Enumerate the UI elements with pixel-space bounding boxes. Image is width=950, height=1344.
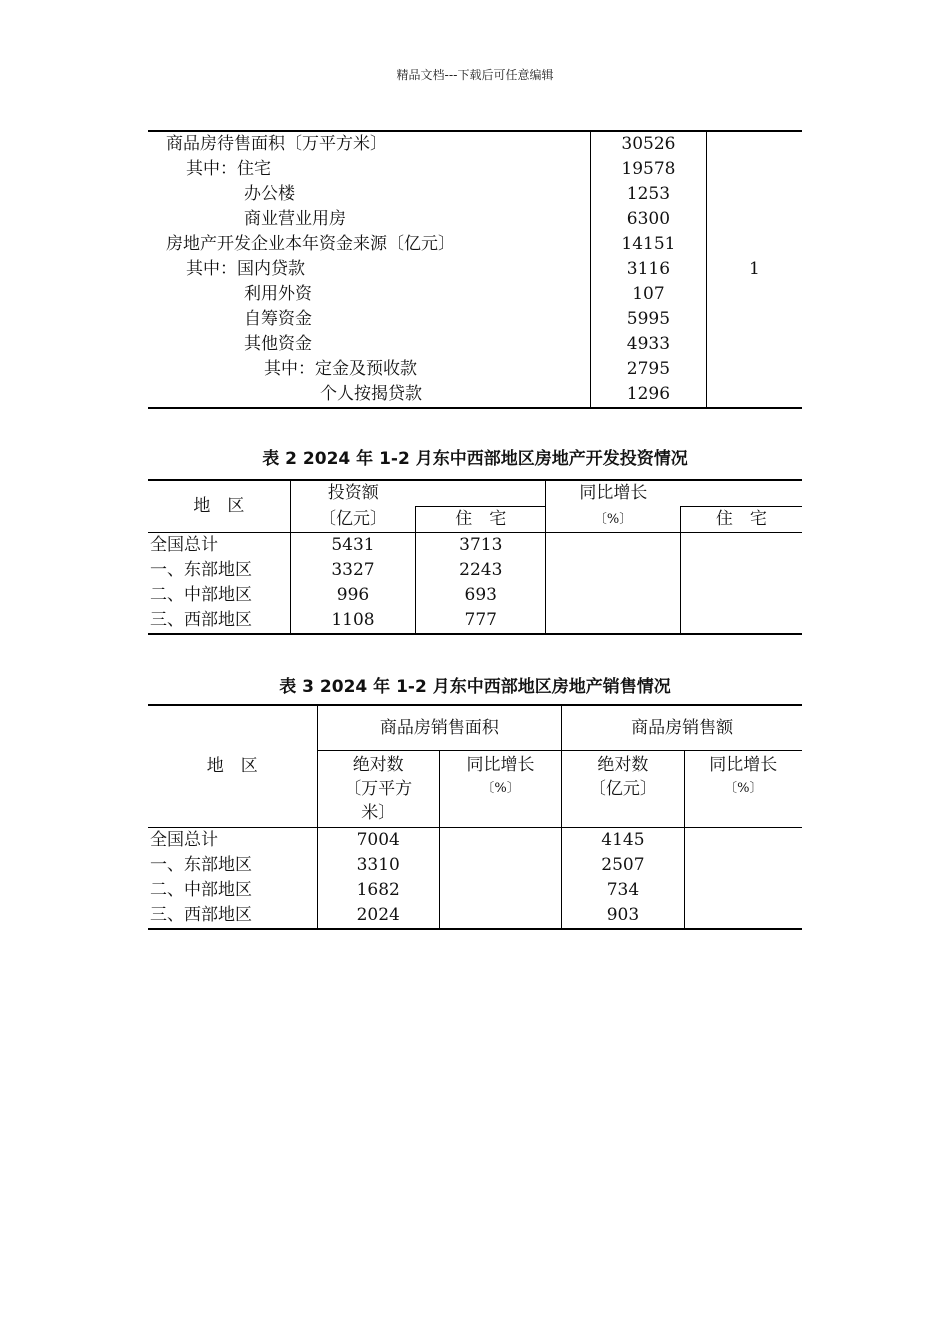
header-blank — [680, 480, 802, 507]
investment-cell: 1108 — [290, 608, 415, 634]
row-label: 房地产开发企业本年资金来源〔亿元〕 — [166, 234, 455, 254]
area-cell: 3310 — [317, 853, 439, 878]
table-row — [148, 207, 802, 232]
area-yoy-cell — [439, 903, 561, 929]
yoy-cell — [546, 533, 680, 559]
row-value: 19578 — [591, 157, 707, 182]
region-cell: 全国总计 — [150, 535, 218, 555]
page-watermark: 精品文档---下载后可任意编辑 — [396, 68, 554, 82]
header-amount-yoy — [684, 751, 802, 828]
table-row — [148, 182, 802, 207]
row-value: 5995 — [591, 307, 707, 332]
yoy-housing-cell — [680, 533, 802, 559]
housing-cell: 3713 — [416, 533, 546, 559]
table-row — [148, 282, 802, 307]
row-label: 其中：国内贷款 — [186, 259, 305, 279]
header-blank — [416, 480, 546, 507]
table-row — [148, 558, 802, 583]
row-value: 14151 — [591, 232, 707, 257]
row-label: 其中：住宅 — [186, 159, 271, 179]
table2-title: 表 2 2024 年 1-2 月东中西部地区房地产开发投资情况 — [262, 449, 688, 469]
header-yoy-unit: 〔%〕 — [546, 507, 680, 533]
region-cell: 全国总计 — [150, 830, 218, 850]
investment-cell: 996 — [290, 583, 415, 608]
header-area-absolute-line1: 绝对数 — [352, 755, 404, 775]
amount-cell: 4145 — [562, 828, 684, 854]
table3-title: 表 3 2024 年 1-2 月东中西部地区房地产销售情况 — [279, 677, 671, 697]
table-sales-by-region — [148, 704, 802, 930]
table-investment-by-region — [148, 479, 802, 635]
table-row — [148, 382, 802, 408]
header-investment: 投资额 — [290, 480, 415, 507]
row-value: 3116 — [591, 257, 707, 282]
amount-yoy-cell — [684, 878, 802, 903]
table-row — [148, 257, 802, 282]
header-area-yoy-line1: 同比增长 — [466, 755, 535, 775]
header-sales-area: 商品房销售面积 — [317, 705, 562, 751]
row-value: 1253 — [591, 182, 707, 207]
row-value: 6300 — [591, 207, 707, 232]
header-amount-yoy-line1: 同比增长 — [709, 755, 778, 775]
amount-yoy-cell — [684, 903, 802, 929]
amount-cell: 903 — [562, 903, 684, 929]
table-row — [148, 903, 802, 929]
region-cell: 一、东部地区 — [150, 855, 252, 875]
amount-cell: 734 — [562, 878, 684, 903]
header-amount-absolute — [562, 751, 684, 828]
header-investment-unit: 〔亿元〕 — [290, 507, 415, 533]
row-label: 自筹资金 — [244, 309, 312, 329]
table-row — [148, 853, 802, 878]
header-area-yoy-unit: 〔%〕 — [481, 781, 520, 796]
row-value: 30526 — [591, 131, 707, 157]
table-row — [148, 232, 802, 257]
row-value: 2795 — [591, 357, 707, 382]
row-label: 商业营业用房 — [244, 209, 346, 229]
row-label: 其中：定金及预收款 — [264, 359, 417, 379]
header-housing: 住 宅 — [416, 507, 546, 533]
header-sales-amount: 商品房销售额 — [562, 705, 802, 751]
row-label: 其他资金 — [244, 334, 312, 354]
amount-cell: 2507 — [562, 853, 684, 878]
housing-cell: 693 — [416, 583, 546, 608]
amount-yoy-cell — [684, 853, 802, 878]
region-cell: 二、中部地区 — [150, 880, 252, 900]
side-value: 1 — [748, 259, 760, 279]
header-region: 地 区 — [206, 756, 258, 776]
yoy-cell — [546, 558, 680, 583]
yoy-housing-cell — [680, 558, 802, 583]
table-row — [148, 533, 802, 559]
table-row — [148, 307, 802, 332]
investment-cell: 3327 — [290, 558, 415, 583]
row-label: 办公楼 — [244, 184, 295, 204]
area-yoy-cell — [439, 828, 561, 854]
amount-yoy-cell — [684, 828, 802, 854]
yoy-housing-cell — [680, 608, 802, 634]
table-row — [148, 157, 802, 182]
header-yoy-housing: 住 宅 — [680, 507, 802, 533]
yoy-cell — [546, 583, 680, 608]
area-cell: 2024 — [317, 903, 439, 929]
header-area-absolute-line3: 米〕 — [361, 803, 396, 823]
area-yoy-cell — [439, 853, 561, 878]
table-row — [148, 878, 802, 903]
investment-cell: 5431 — [290, 533, 415, 559]
area-cell: 1682 — [317, 878, 439, 903]
table-stock-and-funding — [148, 130, 802, 409]
header-area-absolute — [317, 751, 439, 828]
row-label: 商品房待售面积〔万平方米〕 — [166, 134, 387, 154]
area-cell: 7004 — [317, 828, 439, 854]
area-yoy-cell — [439, 878, 561, 903]
table-row — [148, 131, 802, 157]
row-label: 个人按揭贷款 — [320, 384, 422, 404]
header-area-absolute-line2: 〔万平方 — [344, 779, 413, 799]
header-amount-absolute-line1: 绝对数 — [597, 755, 649, 775]
row-label: 利用外资 — [244, 284, 312, 304]
region-cell: 一、东部地区 — [150, 560, 252, 580]
housing-cell: 2243 — [416, 558, 546, 583]
row-value: 1296 — [591, 382, 707, 408]
table-row — [148, 332, 802, 357]
region-cell: 二、中部地区 — [150, 585, 252, 605]
header-area-yoy — [439, 751, 561, 828]
region-cell: 三、西部地区 — [150, 610, 252, 630]
header-yoy: 同比增长 — [546, 480, 680, 507]
housing-cell: 777 — [416, 608, 546, 634]
header-amount-absolute-line2: 〔亿元〕 — [588, 779, 657, 799]
region-cell: 三、西部地区 — [150, 905, 252, 925]
table-row — [148, 583, 802, 608]
yoy-cell — [546, 608, 680, 634]
yoy-housing-cell — [680, 583, 802, 608]
header-amount-yoy-unit: 〔%〕 — [724, 781, 763, 796]
table-row — [148, 828, 802, 854]
table-row — [148, 357, 802, 382]
row-value: 107 — [591, 282, 707, 307]
header-region: 地 区 — [193, 496, 245, 516]
table-row — [148, 608, 802, 634]
row-value: 4933 — [591, 332, 707, 357]
